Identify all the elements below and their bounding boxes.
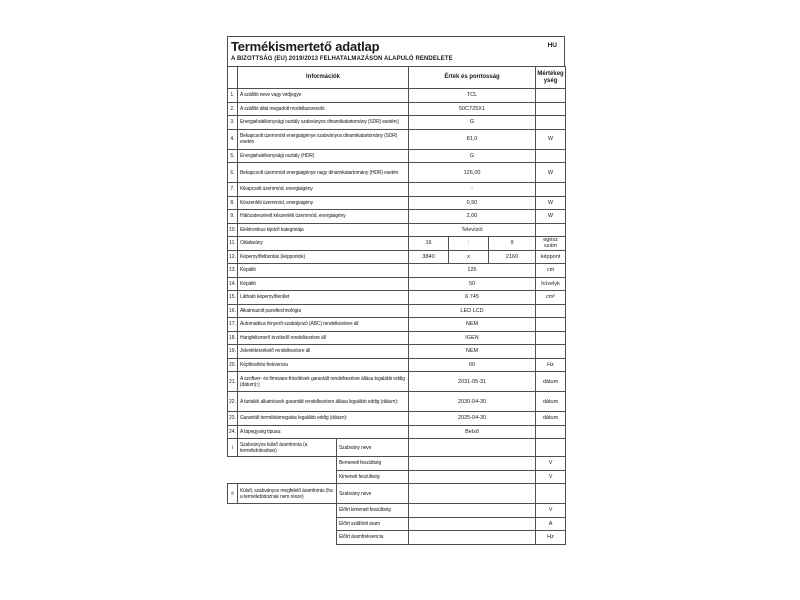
row-value-part: : <box>449 237 489 251</box>
row-label: Látható képernyőterület <box>238 291 409 305</box>
section-label: Külső, szabványos megfelelő áramforrás (ha a termékdoboznak nem része) <box>238 484 337 504</box>
table-row <box>228 439 566 457</box>
row-unit <box>536 425 566 439</box>
row-number: 9. <box>228 210 238 224</box>
table-row <box>228 331 566 345</box>
row-number: 15. <box>228 291 238 305</box>
row-unit: W <box>536 196 566 210</box>
row-unit: dátum <box>536 412 566 426</box>
empty-cell <box>228 504 238 518</box>
row-number: 4. <box>228 129 238 149</box>
row-value: 2030-04-30 <box>409 392 536 412</box>
sub-value <box>409 457 536 471</box>
row-unit: képpont <box>536 250 566 264</box>
row-value-part: 9 <box>489 237 536 251</box>
empty-cell <box>228 517 238 531</box>
table-row <box>228 183 566 197</box>
row-number: 23. <box>228 412 238 426</box>
row-number: 17. <box>228 318 238 332</box>
table-row <box>228 149 566 163</box>
row-unit <box>536 89 566 103</box>
row-number: 8. <box>228 196 238 210</box>
table-row <box>228 129 566 149</box>
empty-cell <box>228 470 238 484</box>
sub-unit: V <box>536 470 566 484</box>
row-label: Bekapcsolt üzemmód energiaigénye nagy dinamikatartomány (HDR) esetén <box>238 163 409 183</box>
row-unit: hüvelyk <box>536 277 566 291</box>
row-value: 2031-05-31 <box>409 372 536 392</box>
row-label: Hangfelismerő érzékelő rendelkezésre áll <box>238 331 409 345</box>
sub-label: Szabvány neve <box>337 484 409 504</box>
row-label: Energiahatékonysági osztály szabványos dinamikatartomány (SDR) esetén▯ <box>238 116 409 130</box>
row-value: - <box>409 183 536 197</box>
row-label: Automatikus fényerő-szabályozó (ABC) rendelkezésre áll <box>238 318 409 332</box>
language-badge: HU <box>547 42 557 49</box>
table-row <box>228 318 566 332</box>
row-number: 3. <box>228 116 238 130</box>
row-unit <box>536 102 566 116</box>
table-row <box>228 163 566 183</box>
table-row <box>228 504 566 518</box>
row-label: Elektronikus kijelző kategóriája <box>238 223 409 237</box>
row-label: Oldalarány <box>238 237 409 251</box>
table-row <box>228 196 566 210</box>
row-value: IGEN <box>409 331 536 345</box>
page-subtitle: A BIZOTTSÁG (EU) 2019/2013 FELHATALMAZÁSON ALAPULÓ RENDELETE <box>231 56 453 62</box>
table-row <box>228 470 566 484</box>
empty-cell <box>238 470 337 484</box>
row-unit: cm² <box>536 291 566 305</box>
sub-value <box>409 517 536 531</box>
row-unit: cm <box>536 264 566 278</box>
col-header-info: Információk <box>238 67 409 89</box>
empty-cell <box>228 457 238 471</box>
row-value: 2,00 <box>409 210 536 224</box>
row-label: Alkalmazott paneltechnológia <box>238 304 409 318</box>
row-label: Kikapcsolt üzemmód, energiaigény <box>238 183 409 197</box>
row-unit <box>536 304 566 318</box>
col-header-unit: Mértékegység <box>536 67 566 89</box>
table-row <box>228 345 566 359</box>
row-number: 6. <box>228 163 238 183</box>
row-unit: dátum <box>536 392 566 412</box>
row-unit <box>536 223 566 237</box>
table-row <box>228 210 566 224</box>
row-label: Képátló <box>238 264 409 278</box>
empty-cell <box>238 517 337 531</box>
table-row <box>228 457 566 471</box>
row-label: Képátló <box>238 277 409 291</box>
row-number: 13. <box>228 264 238 278</box>
page-title: Termékismertető adatlap <box>231 39 380 54</box>
sub-value <box>409 439 536 457</box>
row-label: A tápegység típusa: <box>238 425 409 439</box>
row-value-part: 3840 <box>409 250 449 264</box>
row-value-part: 16 <box>409 237 449 251</box>
row-number: 7. <box>228 183 238 197</box>
row-value: NEM <box>409 318 536 332</box>
row-value: NEM <box>409 345 536 359</box>
row-label: Képfrissítési frekvencia <box>238 358 409 372</box>
sub-unit <box>536 439 566 457</box>
sub-unit <box>536 484 566 504</box>
title-box <box>227 36 565 66</box>
table-row <box>228 89 566 103</box>
sub-value <box>409 531 536 545</box>
sub-value <box>409 504 536 518</box>
table-row <box>228 116 566 130</box>
row-value: 126,00 <box>409 163 536 183</box>
sub-value <box>409 484 536 504</box>
row-number: 18. <box>228 331 238 345</box>
table-row <box>228 531 566 545</box>
empty-cell <box>238 504 337 518</box>
row-value: G <box>409 116 536 130</box>
col-header-value: Érték és pontosság <box>409 67 536 89</box>
row-unit: Hz <box>536 358 566 372</box>
row-value: 50 <box>409 277 536 291</box>
table-row <box>228 372 566 392</box>
table-row <box>228 102 566 116</box>
row-label: Jelenlétérzékelő rendelkezésre áll <box>238 345 409 359</box>
table-row <box>228 425 566 439</box>
row-value: Belső <box>409 425 536 439</box>
section-number: ii <box>228 484 238 504</box>
row-value: 81,0 <box>409 129 536 149</box>
sub-label: Szabvány neve <box>337 439 409 457</box>
sub-label: Bemeneti feszültség <box>337 457 409 471</box>
table-row <box>228 223 566 237</box>
table-row <box>228 517 566 531</box>
section-number: i <box>228 439 238 457</box>
row-value-part: 2160 <box>489 250 536 264</box>
row-unit <box>536 116 566 130</box>
row-unit: dátum <box>536 372 566 392</box>
row-label: A szállító neve vagy védjegye <box>238 89 409 103</box>
table-row <box>228 264 566 278</box>
row-value: 126 <box>409 264 536 278</box>
sub-unit: Hz <box>536 531 566 545</box>
row-label: A tartalék alkatrészek garantált rendelkezésre állása legalább eddig (dátum): <box>238 392 409 412</box>
row-unit: W <box>536 163 566 183</box>
row-label: Hálózatvezérelt készenléti üzemmód, energiaigény <box>238 210 409 224</box>
sub-unit: V <box>536 457 566 471</box>
table-row <box>228 392 566 412</box>
table-row <box>228 358 566 372</box>
table-row <box>228 291 566 305</box>
table-row <box>228 250 566 264</box>
row-number: 20. <box>228 358 238 372</box>
col-header-num <box>228 67 238 89</box>
row-label: Készenléti üzemmód, energiaigény <box>238 196 409 210</box>
empty-cell <box>238 531 337 545</box>
row-value: LED LCD <box>409 304 536 318</box>
row-number: 22. <box>228 392 238 412</box>
table-row <box>228 277 566 291</box>
row-value: 2025-04-30 <box>409 412 536 426</box>
row-number: 14. <box>228 277 238 291</box>
row-label: Bekapcsolt üzemmód energiaigénye szabványos dinamikatartomány (SDR) esetén <box>238 129 409 149</box>
row-unit <box>536 183 566 197</box>
row-number: 1. <box>228 89 238 103</box>
row-number: 2. <box>228 102 238 116</box>
sub-unit: V <box>536 504 566 518</box>
row-number: 16. <box>228 304 238 318</box>
row-unit: W <box>536 210 566 224</box>
sub-label: Előírt áramfrekvencia <box>337 531 409 545</box>
row-value: Televízió <box>409 223 536 237</box>
sub-unit: A <box>536 517 566 531</box>
row-value: TCL <box>409 89 536 103</box>
row-number: 5. <box>228 149 238 163</box>
sub-label: Előírt szállított áram <box>337 517 409 531</box>
row-number: 24. <box>228 425 238 439</box>
row-unit <box>536 318 566 332</box>
empty-cell <box>228 531 238 545</box>
table-row <box>228 304 566 318</box>
row-label: Képernyőfelbontás (képpontok) <box>238 250 409 264</box>
table-row <box>228 484 566 504</box>
row-number: 19. <box>228 345 238 359</box>
table-row <box>228 412 566 426</box>
product-info-table <box>227 66 566 545</box>
datasheet-page <box>227 36 565 545</box>
sub-label: Előírt kimeneti feszültség <box>337 504 409 518</box>
empty-cell <box>238 457 337 471</box>
row-unit <box>536 345 566 359</box>
row-unit: egész szám <box>536 237 566 251</box>
sub-value <box>409 470 536 484</box>
table-header-row <box>228 67 566 89</box>
row-unit <box>536 331 566 345</box>
row-value: 0,50 <box>409 196 536 210</box>
row-label: Energiahatékonysági osztály (HDR) <box>238 149 409 163</box>
section-label: Szabványos külső áramforrás (a termékdobozban) <box>238 439 337 457</box>
row-number: 21. <box>228 372 238 392</box>
row-label: Garantált terméktámogatás legalább eddig (dátum): <box>238 412 409 426</box>
row-value: G <box>409 149 536 163</box>
row-unit <box>536 149 566 163</box>
table-row <box>228 237 566 251</box>
sub-label: Kimeneti feszültség <box>337 470 409 484</box>
row-number: 11. <box>228 237 238 251</box>
row-number: 12. <box>228 250 238 264</box>
row-unit: W <box>536 129 566 149</box>
row-label: A szállító által megadott modellazonosító <box>238 102 409 116</box>
row-label: A szoftver- és firmware-frissítések garantált rendelkezésre állása legalább eddig (dátum):▯ <box>238 372 409 392</box>
row-value: 50C725X1 <box>409 102 536 116</box>
row-value: 60 <box>409 358 536 372</box>
row-value-part: x <box>449 250 489 264</box>
row-value: 6 745 <box>409 291 536 305</box>
row-number: 10. <box>228 223 238 237</box>
